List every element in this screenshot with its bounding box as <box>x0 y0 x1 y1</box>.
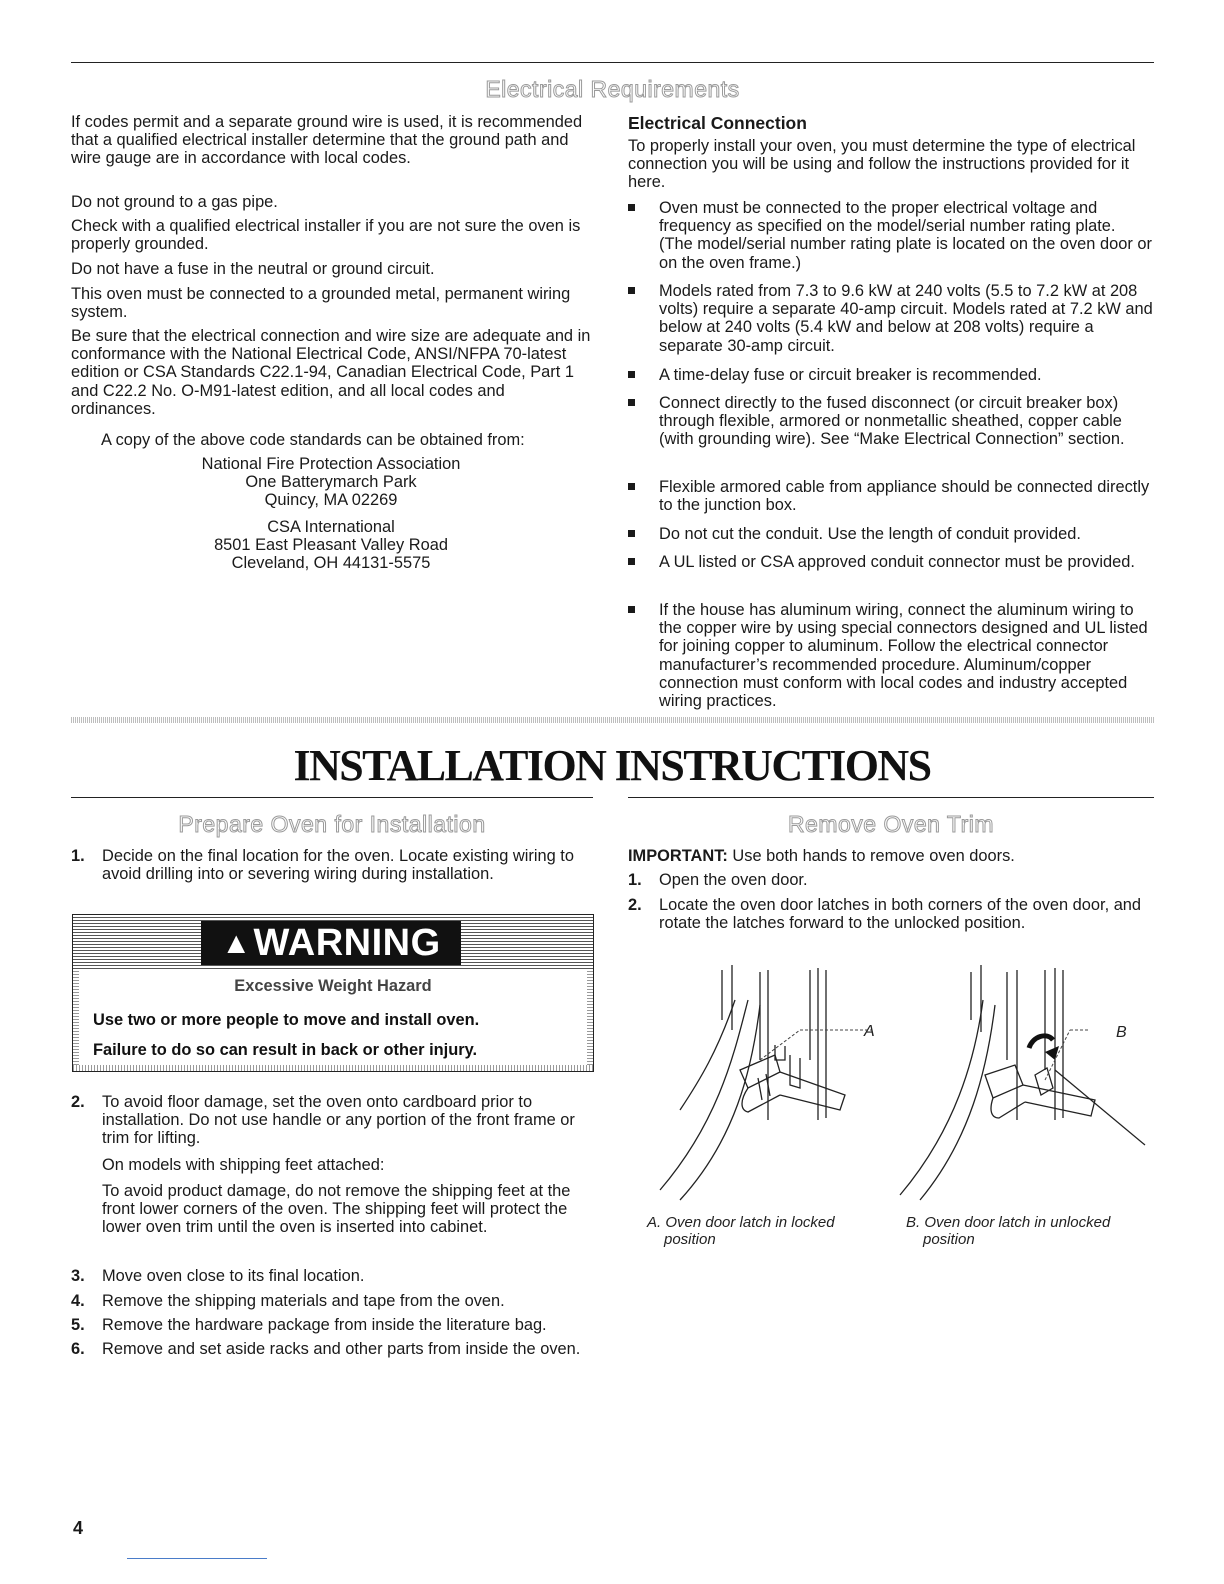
top-rule <box>71 62 1154 63</box>
paragraph-copy-standards: A copy of the above code standards can be obtained from: <box>101 431 525 449</box>
step-text: Remove and set aside racks and other parts from inside the oven. <box>102 1340 581 1358</box>
paragraph-grounded-metal: This oven must be connected to a grounded metal, permanent wiring system. <box>71 285 571 322</box>
figure-latch-locked <box>640 960 875 1210</box>
warning-box <box>72 914 594 1072</box>
caption-unlocked-line1: B. Oven door latch in unlocked <box>906 1214 1111 1231</box>
figure-b-letter: B <box>1116 1024 1127 1041</box>
bullet-conduit <box>628 525 1153 543</box>
step-text: Remove the shipping materials and tape from the oven. <box>102 1292 505 1310</box>
address-nfpa <box>71 455 591 510</box>
caption-locked-line1: A. Oven door latch in locked <box>647 1214 835 1231</box>
paragraph-ground-wire: If codes permit and a separate ground wire is used, it is recommended that a qualified electrical installer determine that the ground path and wire gauge are in accordance with local codes. <box>71 113 583 168</box>
caption-unlocked-line2: position <box>923 1231 975 1248</box>
prepare-step-6 <box>71 1340 591 1358</box>
bullet-circuit-rating <box>628 282 1153 355</box>
bullet-square-icon <box>628 530 635 537</box>
bullet-square-icon <box>628 558 635 565</box>
address-nfpa-line2: One Batterymarch Park <box>245 473 417 492</box>
electrical-requirements-title: Electrical Requirements <box>485 76 740 102</box>
prepare-step-5 <box>71 1316 591 1334</box>
step-number: 1. <box>628 871 642 889</box>
bullet-square-icon <box>628 371 635 378</box>
step-number: 4. <box>71 1292 85 1310</box>
address-nfpa-line1: National Fire Protection Association <box>201 455 461 473</box>
step-text: Decide on the final location for the oven. Locate existing wiring to avoid drilling into or severing wiring during installation. <box>102 847 574 884</box>
important-text: Use both hands to remove oven doors. <box>727 847 1015 865</box>
bullet-square-icon <box>628 287 635 294</box>
paragraph-fuse-neutral: Do not have a fuse in the neutral or ground circuit. <box>71 260 435 278</box>
prepare-oven-title: Prepare Oven for Installation <box>178 811 486 837</box>
warning-consequence: Failure to do so can result in back or other injury. <box>93 1041 478 1059</box>
address-csa <box>71 518 591 573</box>
electrical-connection-heading: Electrical Connection <box>628 113 807 133</box>
step-text: Move oven close to its final location. <box>102 1267 365 1285</box>
warning-bottom-edge <box>73 1065 593 1071</box>
bullet-text: A time-delay fuse or circuit breaker is recommended. <box>659 366 1042 384</box>
bullet-conduit-connector <box>628 553 1153 571</box>
address-csa-line1: CSA International <box>267 518 395 536</box>
address-csa-line3: Cleveland, OH 44131-5575 <box>231 554 431 573</box>
warning-instruction: Use two or more people to move and install oven. <box>93 1011 480 1029</box>
step-number: 3. <box>71 1267 85 1285</box>
bullet-voltage <box>628 199 1153 272</box>
bullet-text: If the house has aluminum wiring, connect the aluminum wiring to the copper wire by using special connectors designed and UL listed for joining copper to aluminum. Follow the electrical connector manufacturer’s recommended procedure. Aluminum/copper connection must conform with local codes and industry accepted wiring practices. <box>659 601 1148 711</box>
prepare-step-3 <box>71 1267 591 1285</box>
bullet-text: Do not cut the conduit. Use the length of conduit provided. <box>659 525 1081 543</box>
warning-text: WARNING <box>253 922 441 964</box>
figure-a-letter: A <box>864 1023 875 1040</box>
footer-link-underline <box>127 1558 267 1559</box>
page-number: 4 <box>73 1518 84 1538</box>
bullet-text: Models rated from 7.3 to 9.6 kW at 240 volts (5.5 to 7.2 kW at 208 volts) require a separate 40-amp circuit. Models rated at 7.2 kW and below at 240 volts (5.4 kW and below at 208 volts) require a separate 30-amp circuit. <box>659 282 1153 355</box>
prepare-step-2-sub2: To avoid product damage, do not remove the shipping feet at the front lower corners of the oven. The shipping feet will protect the lower oven trim until the oven is inserted into cabinet. <box>102 1182 571 1237</box>
address-nfpa-line3: Quincy, MA 02269 <box>264 491 398 510</box>
bullet-text: Flexible armored cable from appliance should be connected directly to the junction box. <box>659 478 1150 515</box>
bullet-time-delay <box>628 366 1153 384</box>
address-csa-line2: 8501 East Pleasant Valley Road <box>214 536 448 555</box>
bullet-text: Oven must be connected to the proper electrical voltage and frequency as specified on the model/serial number rating plate. (The model/serial number rating plate is located on the oven door or on the oven frame.) <box>659 199 1152 272</box>
step-text: Locate the oven door latches in both corners of the oven door, and rotate the latches forward to the unlocked position. <box>659 896 1142 933</box>
warning-triangle-icon: ▲ <box>221 927 252 960</box>
bullet-square-icon <box>628 399 635 406</box>
bullet-square-icon <box>628 204 635 211</box>
trim-important <box>628 847 1153 865</box>
bullet-connect-directly <box>628 394 1153 449</box>
prepare-step-2-sub1: On models with shipping feet attached: <box>102 1156 385 1174</box>
step-text: Open the oven door. <box>659 871 808 889</box>
prepare-rule <box>71 797 593 798</box>
paragraph-code-conformance: Be sure that the electrical connection and wire size are adequate and in conformance with the National Electrical Code, ANSI/NFPA 70-latest edition or CSA Standards C22.1-94, Canadian Electrical Code, Part 1 and C22.2 No. O-M91-latest edition, and all local codes and ordinances. <box>71 327 591 418</box>
step-text: Remove the hardware package from inside the literature bag. <box>102 1316 547 1334</box>
bullet-flexible-cable <box>628 478 1153 514</box>
installation-instructions-title: INSTALLATION INSTRUCTIONS <box>293 741 931 790</box>
warning-banner <box>73 915 593 969</box>
section-divider <box>71 717 1154 723</box>
bullet-square-icon <box>628 606 635 613</box>
bullet-text: Connect directly to the fused disconnect (or circuit breaker box) through flexible, armored or nonmetallic sheathed, copper cable (with grounding wire). See “Make Electrical Connection” section. <box>659 394 1125 449</box>
step-number: 5. <box>71 1316 85 1334</box>
trim-rule <box>628 797 1154 798</box>
warning-hazard-title: Excessive Weight Hazard <box>234 977 432 995</box>
step-text: To avoid floor damage, set the oven onto cardboard prior to installation. Do not use handle or any portion of the front frame or trim for lifting. <box>102 1093 575 1148</box>
bullet-text: A UL listed or CSA approved conduit connector must be provided. <box>659 553 1135 571</box>
trim-step-2 <box>628 896 1153 932</box>
step-number: 1. <box>71 847 85 865</box>
prepare-step-1 <box>71 847 591 883</box>
remove-trim-title: Remove Oven Trim <box>787 811 995 837</box>
electrical-connection-intro: To properly install your oven, you must determine the type of electrical connection you will be using and follow the instructions provided for it here. <box>628 137 1136 192</box>
bullet-aluminum-wiring <box>628 601 1153 710</box>
warning-label <box>201 921 461 965</box>
step-number: 2. <box>628 896 642 914</box>
caption-locked-line2: position <box>664 1231 716 1248</box>
trim-step-1 <box>628 871 1153 889</box>
paragraph-gas-pipe: Do not ground to a gas pipe. <box>71 193 278 211</box>
caption-locked <box>647 1214 835 1248</box>
figure-latch-unlocked <box>895 960 1150 1210</box>
prepare-step-4 <box>71 1292 591 1310</box>
bullet-square-icon <box>628 483 635 490</box>
caption-unlocked <box>906 1214 1110 1248</box>
step-number: 6. <box>71 1340 85 1358</box>
paragraph-check-grounded: Check with a qualified electrical installer if you are not sure the oven is properly grounded. <box>71 217 581 254</box>
prepare-step-2 <box>71 1093 591 1148</box>
important-label: IMPORTANT: <box>628 847 728 865</box>
step-number: 2. <box>71 1093 85 1111</box>
